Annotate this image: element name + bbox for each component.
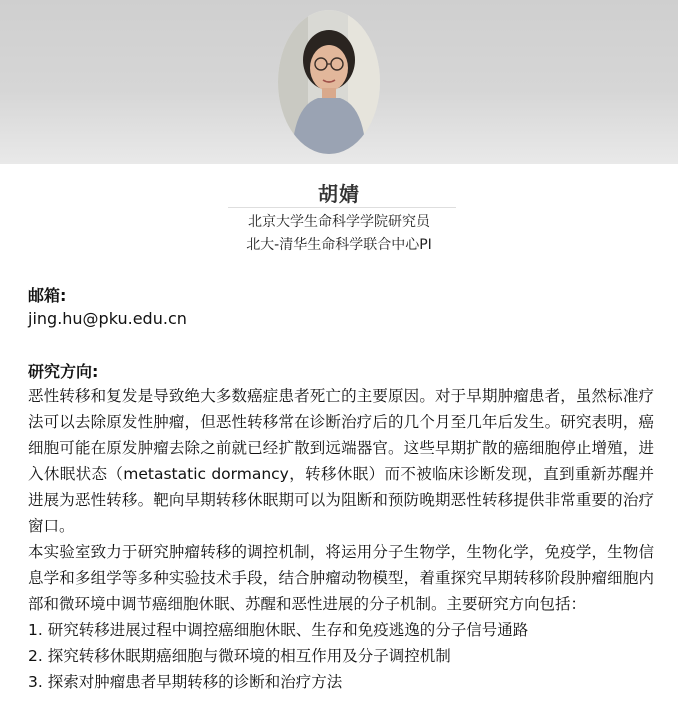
email-label: 邮箱:: [28, 286, 67, 305]
portrait-image: [278, 10, 380, 154]
profile-title-2: 北大-清华生命科学联合中心PI: [246, 237, 432, 253]
research-content: [28, 383, 654, 695]
research-paragraph-1: 恶性转移和复发是导致绝大多数癌症患者死亡的主要原因。对于早期肿瘤患者，虽然标准疗法可以去除原发性肿瘤，但恶性转移常在诊断治疗后的几个月至几年后发生。研究表明，癌细胞可能在原发肿瘤去除之前就已经扩散到远端器官。这些早期扩散的癌细胞停止增殖，进入休眠状态（metastatic dormancy，转移休眠）而不被临床诊断发现，直到重新苏醒并进展为恶性转移。靶向早期转移休眠期可以为阻断和预防晚期恶性转移提供非常重要的治疗窗口。: [28, 387, 654, 535]
research-item-1: 1. 研究转移进展过程中调控癌细胞休眠、生存和免疫逃逸的分子信号通路: [28, 621, 529, 639]
profile-title-1: 北京大学生命科学学院研究员: [248, 214, 430, 230]
research-label: 研究方向:: [28, 362, 99, 381]
avatar: [278, 10, 380, 154]
research-item-3: 3. 探索对肿瘤患者早期转移的诊断和治疗方法: [28, 673, 343, 691]
email-link[interactable]: jing.hu@pku.edu.cn: [28, 309, 187, 328]
research-paragraph-2: 本实验室致力于研究肿瘤转移的调控机制，将运用分子生物学，生物化学，免疫学，生物信息学和多组学等多种实验技术手段，结合肿瘤动物模型，着重探究早期转移阶段肿瘤细胞内部和微环境中调节癌细胞休眠、苏醒和恶性进展的分子机制。主要研究方向包括：: [28, 543, 654, 613]
profile-name: 胡婧: [318, 182, 360, 206]
name-divider: [228, 207, 456, 208]
research-item-2: 2. 探究转移休眠期癌细胞与微环境的相互作用及分子调控机制: [28, 647, 451, 665]
